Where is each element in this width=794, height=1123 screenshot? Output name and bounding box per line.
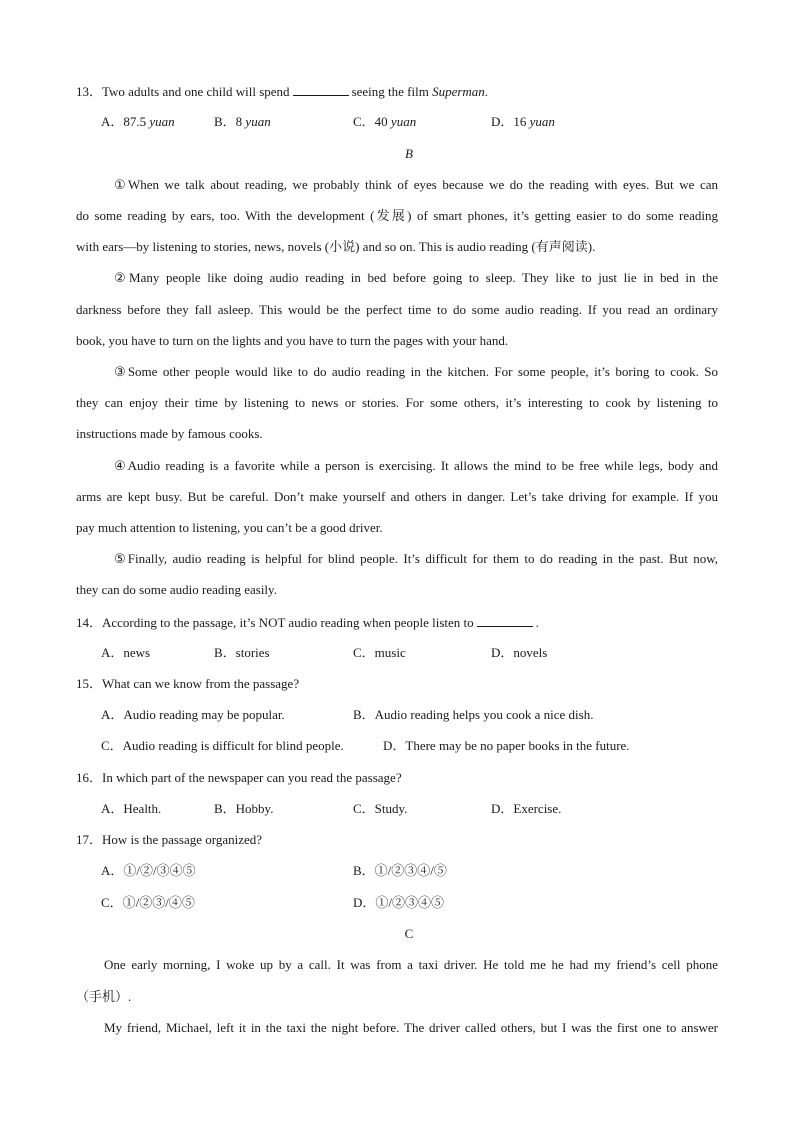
q13-answer-blank <box>293 83 349 96</box>
passage-b-line: book, you have to turn on the lights and you have to turn the pages with your hand. <box>76 333 509 348</box>
q13-option-d[interactable] <box>491 114 555 130</box>
q13-option-b[interactable] <box>214 114 271 130</box>
option-unit: yuan <box>390 114 417 129</box>
passage-c-line: My friend, Michael, left it in the taxi the night before. The driver called others, but I was the first one to answer <box>104 1020 718 1035</box>
passage-b-line: do some reading by ears, too. With the development (发展) of smart phones, it’s getting easier to do some reading <box>76 208 718 223</box>
q17-option-c[interactable]: C．①/②③/④⑤ <box>101 895 195 910</box>
q14-option-d[interactable]: D．novels <box>491 645 548 660</box>
option-value: 40 <box>374 114 388 129</box>
option-unit: yuan <box>529 114 555 129</box>
q14-option-b[interactable]: B．stories <box>214 645 270 660</box>
option-unit: yuan <box>149 114 175 129</box>
passage-b-line: arms are kept busy. But be careful. Don’t make yourself and others in danger. Let’s take driving for example. If you <box>76 489 718 504</box>
option-letter: D． <box>491 114 514 129</box>
q13-option-c[interactable] <box>353 114 416 130</box>
q15-option-a[interactable]: A．Audio reading may be popular. <box>101 707 285 722</box>
q17-option-b[interactable]: B．①/②③④/⑤ <box>353 863 447 878</box>
q14-period: . <box>535 615 539 630</box>
q14-stem-text: 14．According to the passage, it’s NOT audio reading when people listen to <box>76 615 474 630</box>
q14-answer-blank <box>477 614 533 627</box>
passage-b-line: ⑤Finally, audio reading is helpful for blind people. It’s difficult for them to do reading in the past. But now, <box>114 551 718 566</box>
q17-option-d[interactable]: D．①/②③④⑤ <box>353 895 445 910</box>
option-letter: A． <box>101 114 124 129</box>
passage-b-line: they can enjoy their time by listening to news or stories. For some others, it’s interesting to cook by listening to <box>76 395 718 410</box>
q13-period: . <box>484 84 489 99</box>
q15-option-d[interactable]: D．There may be no paper books in the future. <box>383 738 630 753</box>
passage-c-line: One early morning, I woke up by a call. It was from a taxi driver. He told me he had my friend’s cell phone <box>104 957 718 972</box>
q13-stem-end: seeing the film <box>351 84 429 99</box>
option-value: 87.5 <box>123 114 147 129</box>
passage-c-line: （手机）. <box>76 989 132 1004</box>
section-b-heading: B <box>405 146 413 161</box>
option-value: 16 <box>513 114 527 129</box>
q16-option-b[interactable]: B．Hobby. <box>214 801 274 816</box>
q13-stem-start: 13．Two adults and one child will spend <box>76 84 290 99</box>
q15-option-c[interactable]: C．Audio reading is difficult for blind people. <box>101 738 344 753</box>
q14-option-a[interactable]: A．news <box>101 645 151 660</box>
passage-b-line: with ears—by listening to stories, news, novels (小说) and so on. This is audio reading (有声阅读). <box>76 239 596 254</box>
q14-option-c[interactable]: C．music <box>353 645 406 660</box>
passage-b-line: ④Audio reading is a favorite while a person is exercising. It allows the mind to be free while legs, body and <box>114 458 718 473</box>
passage-b-line: instructions made by famous cooks. <box>76 426 263 441</box>
passage-b-line: pay much attention to listening, you can’t be a good driver. <box>76 520 383 535</box>
option-letter: B． <box>214 114 236 129</box>
passage-b-line: they can do some audio reading easily. <box>76 582 277 597</box>
passage-b-line: ②Many people like doing audio reading in bed before going to sleep. They like to just lie in bed in the <box>114 270 718 285</box>
q17-stem: 17．How is the passage organized? <box>76 832 263 847</box>
q13-option-a[interactable] <box>101 114 175 130</box>
option-letter: C． <box>353 114 375 129</box>
q15-option-b[interactable]: B．Audio reading helps you cook a nice dish. <box>353 707 594 722</box>
q13-film-title: Superman <box>432 84 485 99</box>
q15-stem: 15．What can we know from the passage? <box>76 676 300 691</box>
passage-b-line: ①When we talk about reading, we probably think of eyes because we do the reading with eyes. But we can <box>114 177 718 192</box>
passage-b-line: ③Some other people would like to do audio reading in the kitchen. For some people, it’s boring to cook. So <box>114 364 718 379</box>
q16-option-c[interactable]: C．Study. <box>353 801 408 816</box>
option-unit: yuan <box>245 114 271 129</box>
q17-option-a[interactable]: A．①/②/③④⑤ <box>101 863 196 878</box>
passage-b-line: darkness before they fall asleep. This would be the perfect time to do some audio reading. If you read an ordinary <box>76 302 718 317</box>
q16-option-d[interactable]: D．Exercise. <box>491 801 562 816</box>
q16-stem: 16．In which part of the newspaper can you read the passage? <box>76 770 402 785</box>
q14-stem <box>76 614 539 631</box>
q13-stem <box>76 83 488 100</box>
section-c-heading: C <box>404 926 414 941</box>
option-value: 8 <box>235 114 243 129</box>
q16-option-a[interactable]: A．Health. <box>101 801 162 816</box>
